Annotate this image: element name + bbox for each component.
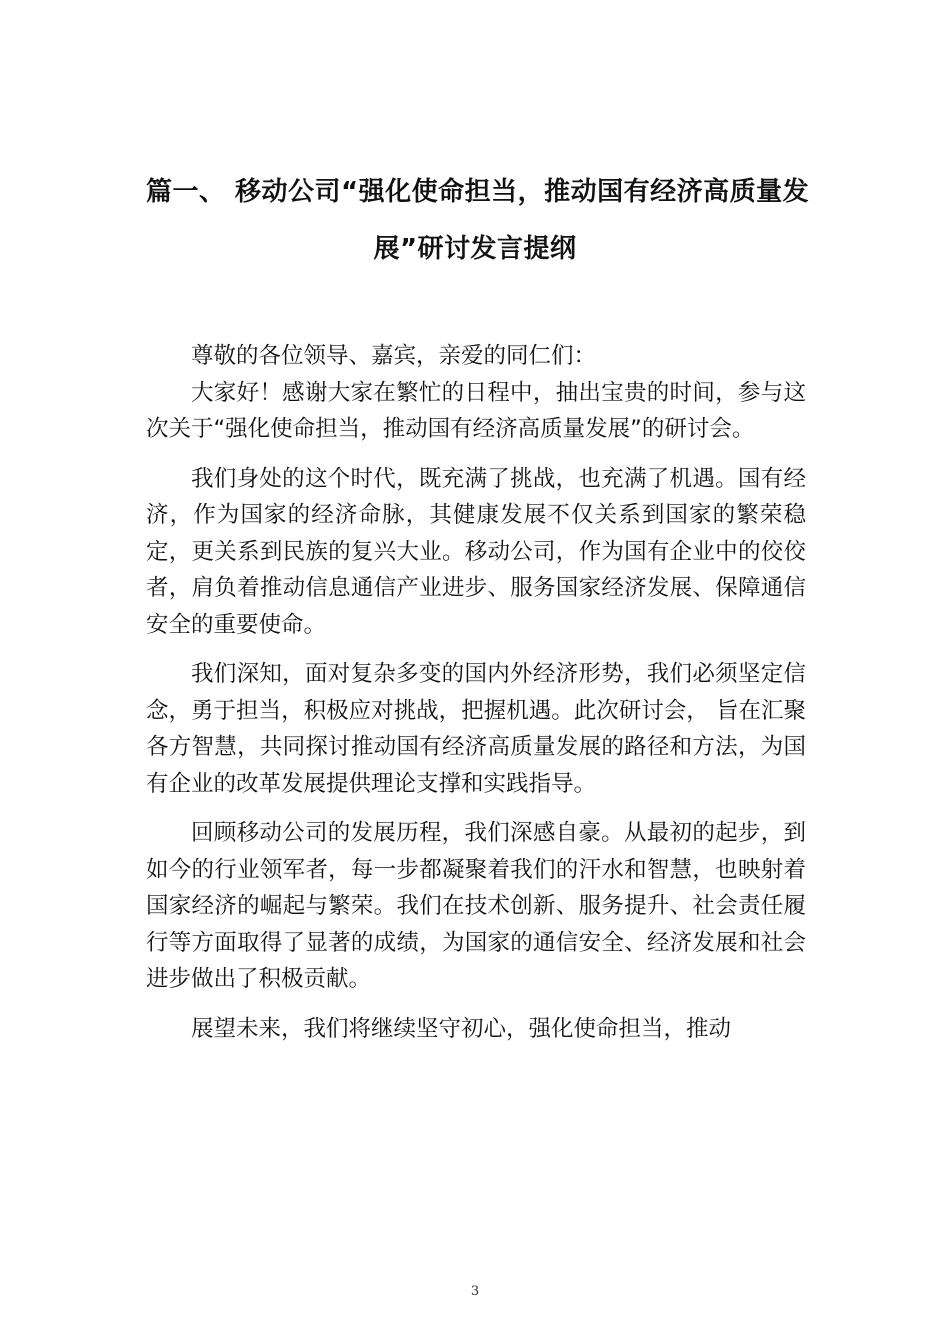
document-body: [146, 338, 806, 1060]
page-number: 3: [470, 1284, 480, 1299]
paragraph-salutation: 尊敬的各位领导、嘉宾，亲爱的同仁们：: [191, 343, 597, 369]
paragraph-era: 我们身处的这个时代，既充满了挑战，也充满了机遇。国有经济，作为国家的经济命脉，其健康发展不仅关系到国家的繁荣稳定，更关系到民族的复兴大业。移动公司，作为国有企业中的佼佼者，肩负着推动信息通信产业进步、服务国家经济发展、保障通信安全的重要使命。: [146, 465, 806, 638]
document-title-line-2: 展”研讨发言提纲: [373, 234, 577, 264]
paragraph-mission: 我们深知，面对复杂多变的国内外经济形势，我们必须坚定信念，勇于担当，积极应对挑战，把握机遇。此次研讨会， 旨在汇聚各方智慧，共同探讨推动国有经济高质量发展的路径和方法，为国有企业的改革发展提供理论支撑和实践指导。: [146, 661, 806, 797]
paragraph-greeting: 大家好！感谢大家在繁忙的日程中，抽出宝贵的时间，参与这次关于“强化使命担当，推动国有经济高质量发展”的研讨会。: [146, 379, 806, 442]
paragraph-outlook: 展望未来，我们将继续坚守初心，强化使命担当，推动: [191, 1015, 732, 1042]
document-title-line-1: 篇一、 移动公司“强化使命担当，推动国有经济高质量发: [146, 177, 810, 207]
paragraph-history: 回顾移动公司的发展历程，我们深感自豪。从最初的起步，到如今的行业领军者，每一步都凝聚着我们的汗水和智慧，也映射着国家经济的崛起与繁荣。我们在技术创新、服务提升、社会责任履行等方面取得了显著的成绩，为国家的通信安全、经济发展和社会进步做出了积极贡献。: [146, 820, 806, 992]
